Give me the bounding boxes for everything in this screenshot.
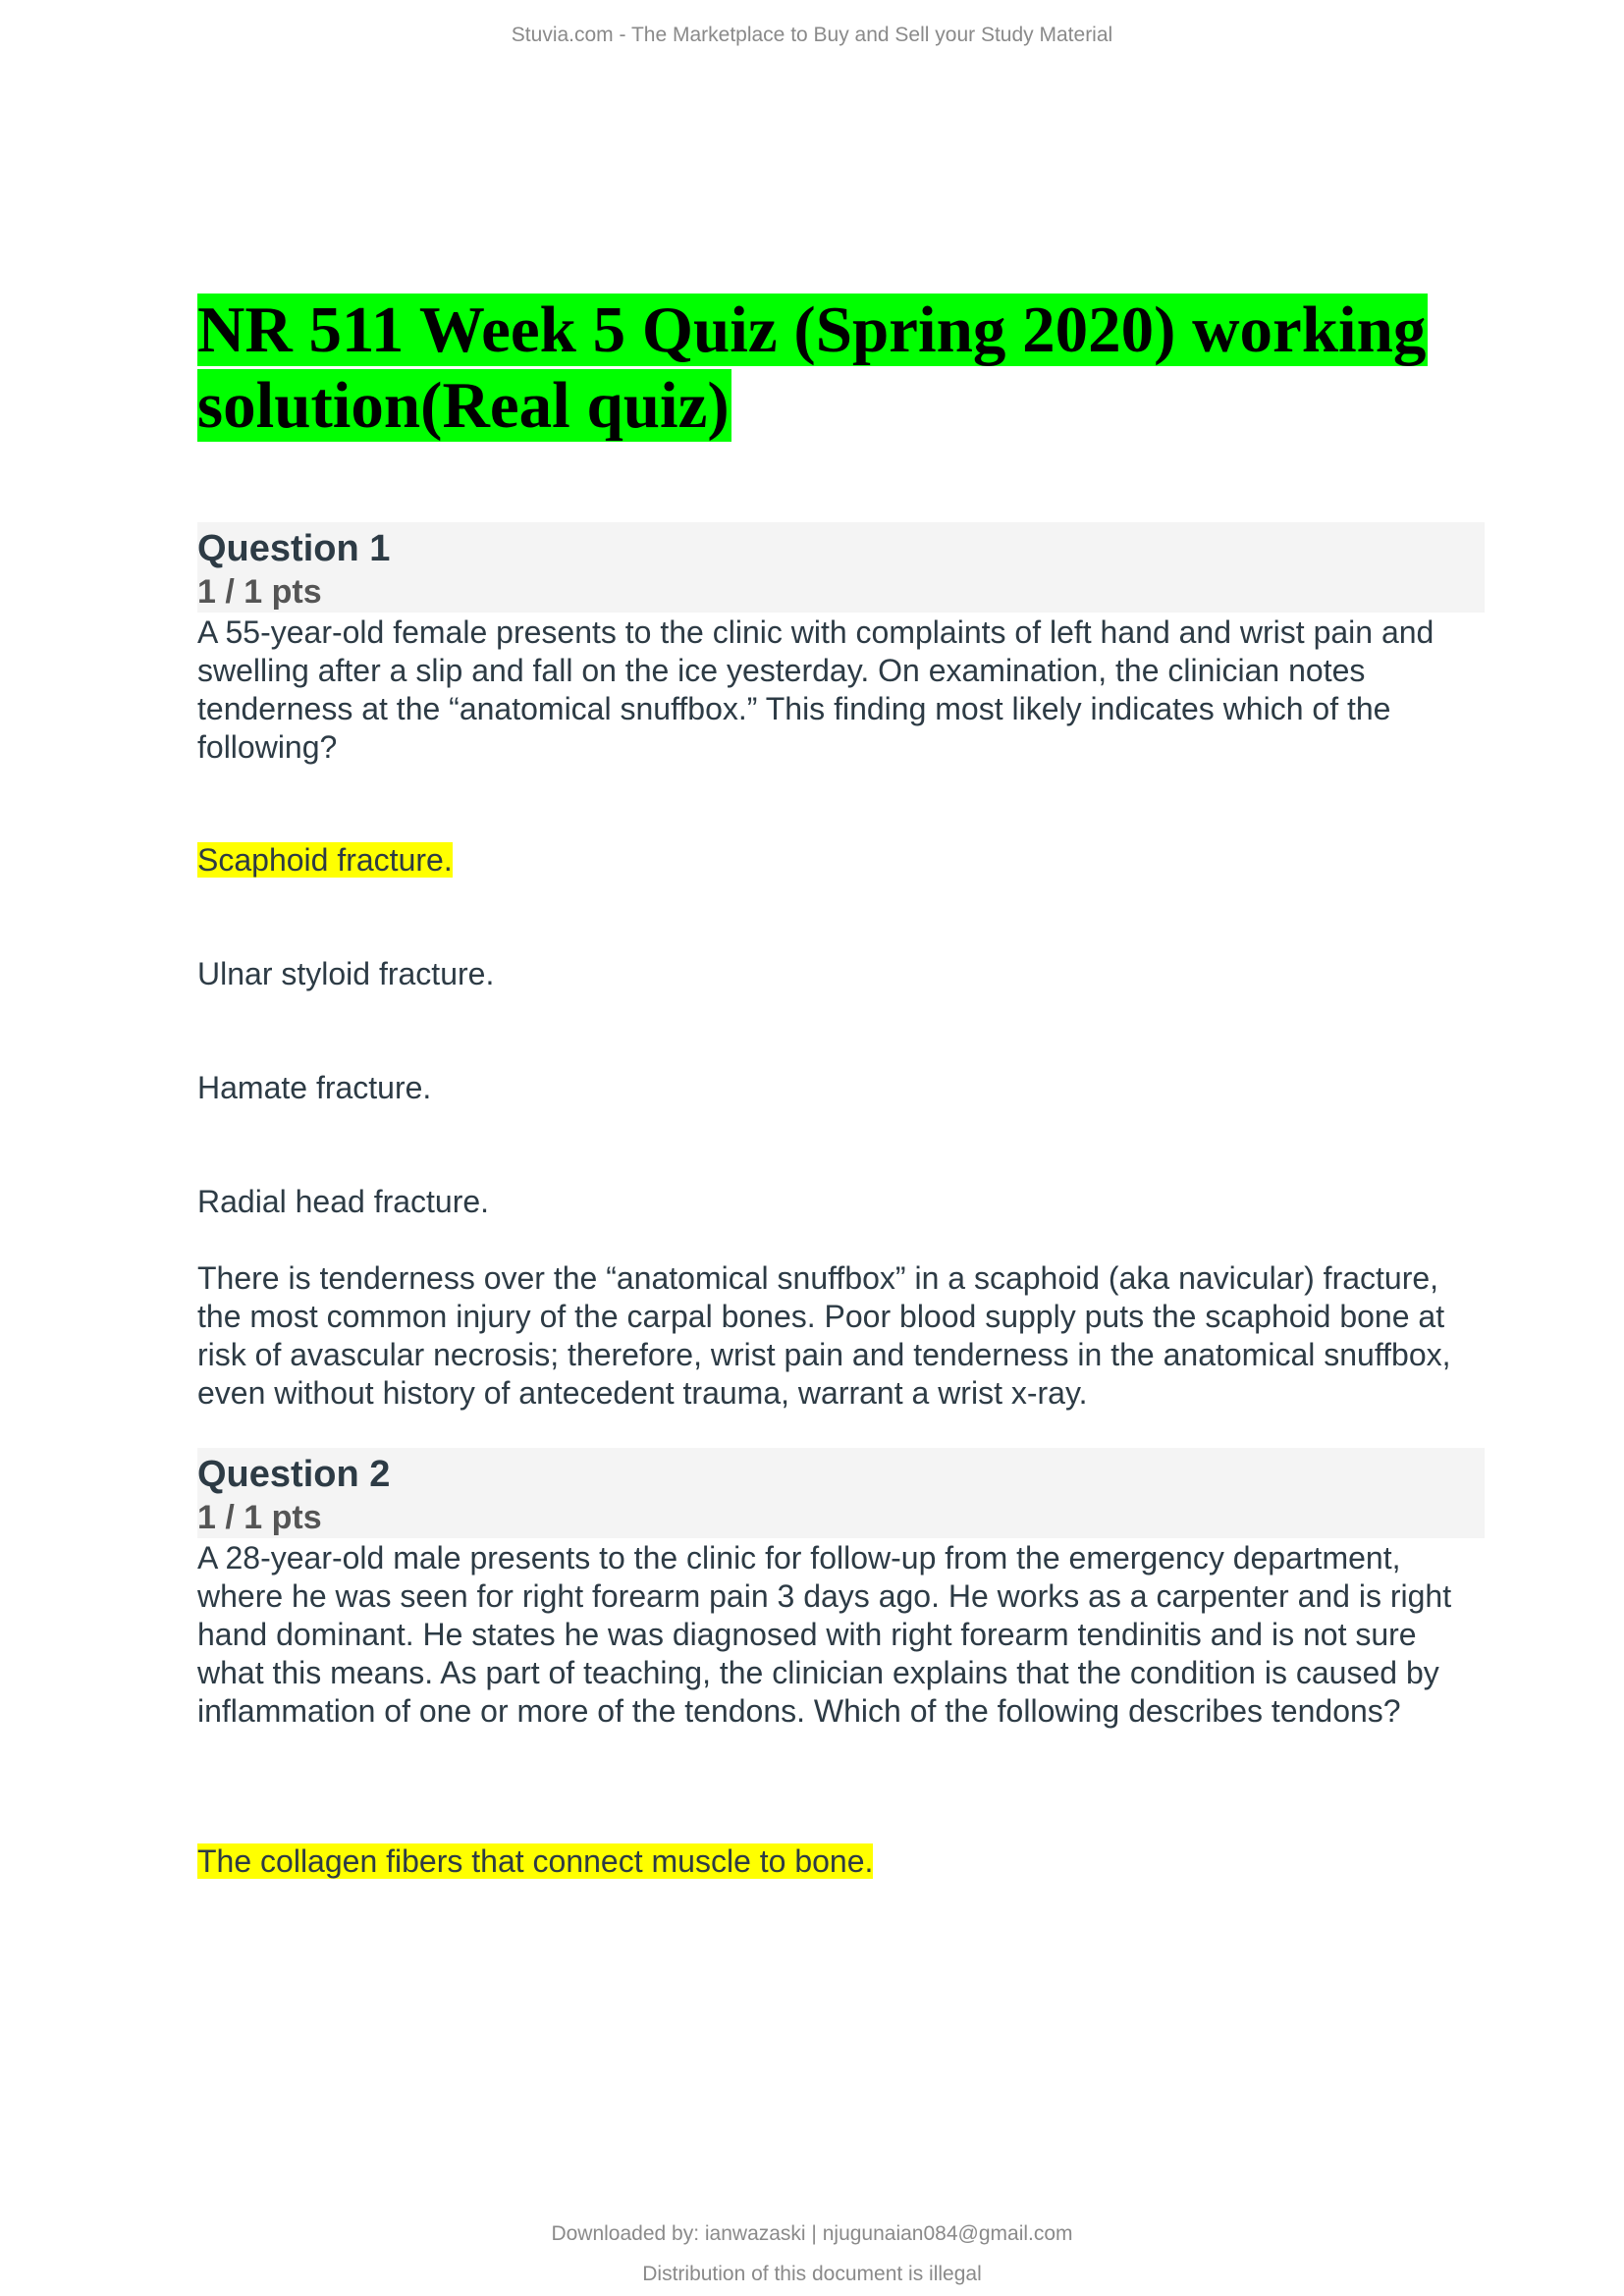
question-title: Question 1 xyxy=(197,528,391,569)
answer-text: Scaphoid fracture. xyxy=(197,842,453,878)
question-points: 1 / 1 pts xyxy=(197,1499,322,1536)
footer-notice: Distribution of this document is illegal xyxy=(642,2263,982,2285)
document-title-text: NR 511 Week 5 Quiz (Spring 2020) working solution(Real quiz) xyxy=(197,294,1427,442)
answer-option: Ulnar styloid fracture. xyxy=(197,956,495,991)
footer-downloaded-by: Downloaded by: ianwazaski | njugunaian084@gmail.com xyxy=(551,2222,1073,2245)
answer-option-correct xyxy=(197,1842,873,1881)
question-2-text: A 28-year-old male presents to the clinic for follow-up from the emergency department, where he was seen for right forearm pain 3 days ago. He works as a carpenter and is right hand dominant. He states he was diagnosed with right forearm tendinitis and is not sure what this means. As part of teaching, the clinician explains that the condition is caused by inflammation of one or more of the tendons. Which of the following describes tendons? xyxy=(197,1540,1452,1729)
question-1-text: A 55-year-old female presents to the clinic with complaints of left hand and wrist pain and swelling after a slip and fall on the ice yesterday. On examination, the clinician notes tenderness at the “anatomical snuffbox.” This finding most likely indicates which of the following? xyxy=(197,614,1435,765)
answer-option: Hamate fracture. xyxy=(197,1070,432,1105)
question-1-explanation: There is tenderness over the “anatomical snuffbox” in a scaphoid (aka navicular) fracture, the most common injury of the carpal bones. Poor blood supply puts the scaphoid bone at risk of avascular necrosis; therefore, wrist pain and tenderness in the anatomical snuffbox, even without history of antecedent trauma, warrant a wrist x-ray. xyxy=(197,1260,1451,1411)
page-header: Stuvia.com - The Marketplace to Buy and Sell your Study Material xyxy=(511,24,1113,46)
answer-option-correct xyxy=(197,841,453,880)
question-1-header xyxy=(197,522,1485,613)
answer-text: The collagen fibers that connect muscle to bone. xyxy=(197,1843,874,1879)
question-2-header xyxy=(197,1448,1485,1538)
question-title: Question 2 xyxy=(197,1454,391,1495)
answer-option: Radial head fracture. xyxy=(197,1184,490,1219)
document-title xyxy=(197,293,1474,444)
question-points: 1 / 1 pts xyxy=(197,573,322,611)
